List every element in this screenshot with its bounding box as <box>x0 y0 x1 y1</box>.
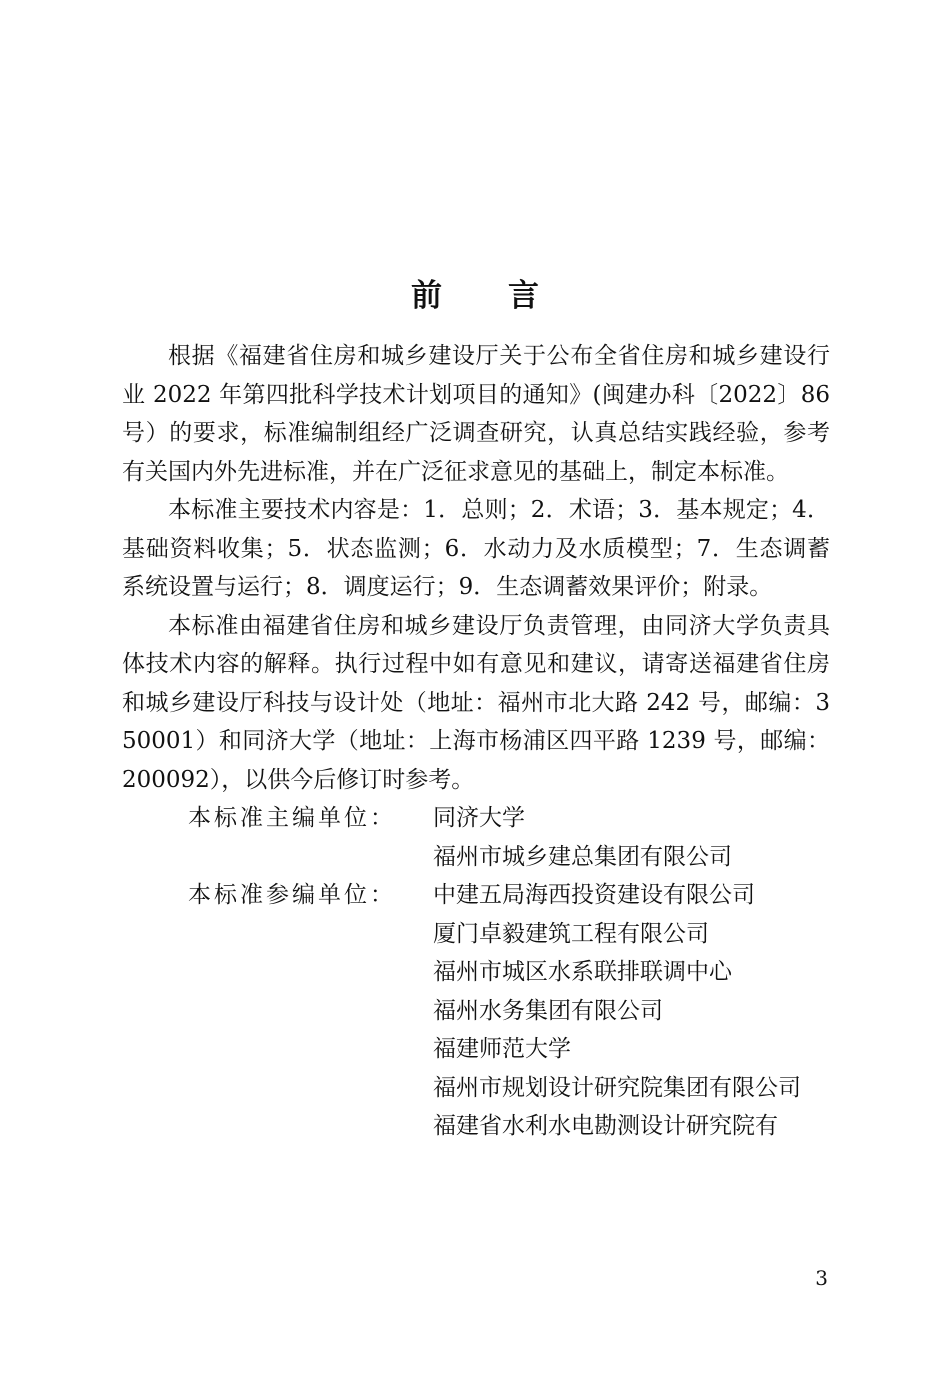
participating-units <box>122 876 830 1146</box>
preface-paragraph-basis: 根据《福建省住房和城乡建设厅关于公布全省住房和城乡建设行业 2022 年第四批科学技术计划项目的通知》(闽建办科〔2022〕86 号）的要求，标准编制组经广泛调查研究，认真总结实践经验，参考有关国内外先进标准，并在广泛征求意见的基础上，制定本标准。 <box>122 343 830 485</box>
unit-item: 福建省水利水电勘测设计研究院有 <box>433 1113 778 1139</box>
page-number: 3 <box>815 1266 828 1290</box>
unit-item: 福建师范大学 <box>433 1036 571 1062</box>
page-title: 前言 <box>411 277 605 314</box>
preface-paragraph-contents: 本标准主要技术内容是：1．总则；2．术语；3．基本规定；4．基础资料收集；5．状态监测；6．水动力及水质模型；7．生态调蓄系统设置与运行；8．调度运行；9．生态调蓄效果评价；附录。 <box>122 497 830 600</box>
unit-item: 福州市城区水系联排联调中心 <box>433 959 732 985</box>
chief-editor-label: 本标准主编单位： <box>188 805 396 831</box>
preface-body <box>122 337 830 1146</box>
participating-label: 本标准参编单位： <box>188 882 396 908</box>
chief-editor-list <box>433 799 732 876</box>
unit-item: 福州市城乡建总集团有限公司 <box>433 843 732 870</box>
chief-editor-units <box>122 799 830 876</box>
participating-list <box>433 876 801 1146</box>
preface-paragraph-management: 本标准由福建省住房和城乡建设厅负责管理，由同济大学负责具体技术内容的解释。执行过程中如有意见和建议，请寄送福建省住房和城乡建设厅科技与设计处（地址：福州市北大路 242 号，邮编：350001）和同济大学（地址：上海市杨浦区四平路 1239 号，邮编：200092），以供今后修订时参考。 <box>122 612 830 793</box>
unit-item: 同济大学 <box>433 805 525 831</box>
unit-item: 厦门卓毅建筑工程有限公司 <box>433 920 709 947</box>
unit-item: 中建五局海西投资建设有限公司 <box>433 882 755 908</box>
unit-item: 福州水务集团有限公司 <box>433 997 663 1024</box>
unit-item: 福州市规划设计研究院集团有限公司 <box>433 1074 801 1101</box>
